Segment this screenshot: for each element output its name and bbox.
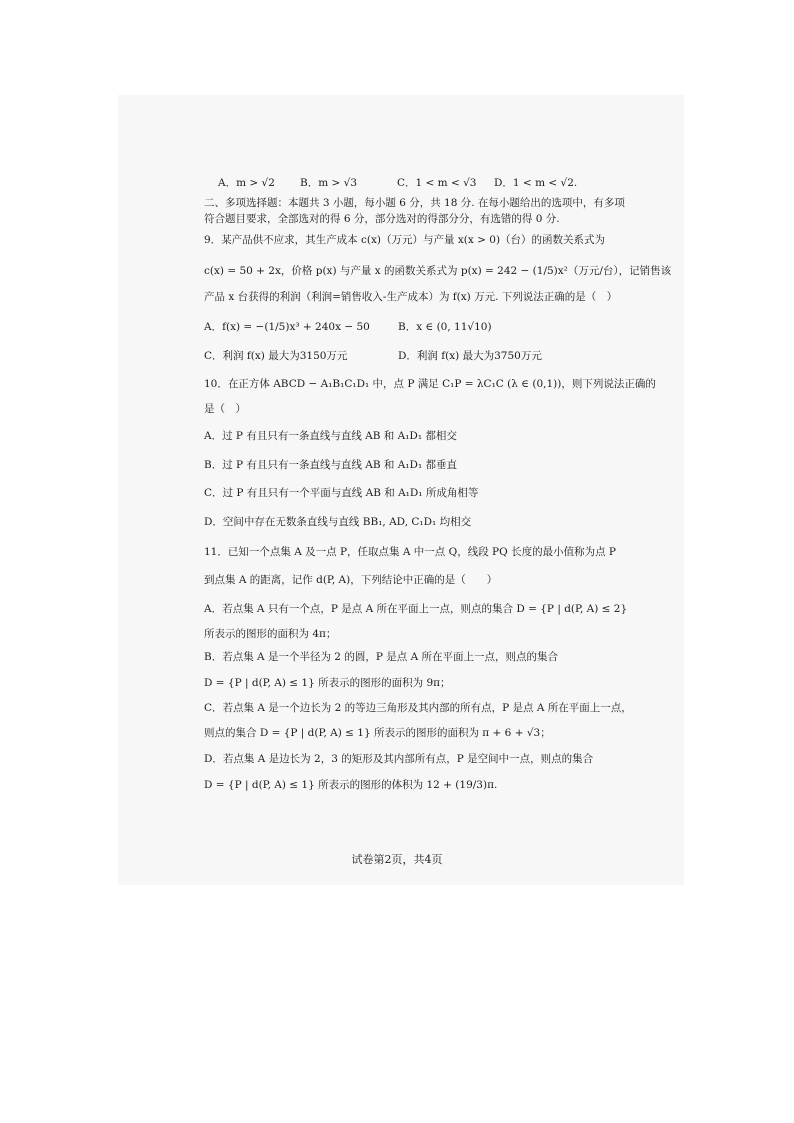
q9-stem-line3: 产品 x 台获得的利润（利润=销售收入-生产成本）为 f(x) 万元. 下列说法正确的是（ ） (204, 291, 618, 303)
q11-option-a-line2: 所表示的图形的面积为 4π； (204, 628, 337, 640)
q10-option-d: D．空间中存在无数条直线与直线 BB₁, AD, C₁D₁ 均相交 (204, 516, 472, 528)
q9-option-c: C．利润 f(x) 最大为3150万元 (204, 350, 348, 362)
q8-option-b: B．m > √3 (300, 177, 358, 189)
section2-instructions-line2: 符合题目要求，全部选对的得 6 分，部分选对的得部分分，有选错的得 0 分. (204, 213, 560, 225)
q11-stem-line1: 11．已知一个点集 A 及一点 P，任取点集 A 中一点 Q，线段 PQ 长度的最小值称为点 P (204, 546, 616, 558)
q11-option-c-line1: C．若点集 A 是一个边长为 2 的等边三角形及其内部的所有点，P 是点 A 所在平面上一点， (204, 702, 632, 714)
q10-stem-line1: 10．在正方体 ABCD − A₁B₁C₁D₁ 中，点 P 满足 C₁P = λC₁C (λ ∈ (0,1))，则下列说法正确的 (204, 378, 656, 390)
q11-option-b-line1: B．若点集 A 是一个半径为 2 的圆，P 是点 A 所在平面上一点，则点的集合 (204, 651, 558, 663)
q8-option-d: D．1 < m < √2. (494, 177, 578, 189)
q9-option-a: A．f(x) = −(1/5)x³ + 240x − 50 (204, 321, 370, 333)
q8-option-a: A．m > √2 (218, 177, 275, 189)
q11-option-d-line1: D．若点集 A 是边长为 2，3 的矩形及其内部所有点，P 是空间中一点，则点的集合 (204, 753, 594, 765)
q9-stem-line2: c(x) = 50 + 2x，价格 p(x) 与产量 x 的函数关系式为 p(x) = 242 − (1/5)x²（万元/台），记销售该 (204, 265, 672, 277)
q9-stem-line1: 9．某产品供不应求，其生产成本 c(x)（万元）与产量 x(x > 0)（台）的函数关系式为 (204, 234, 606, 246)
q8-option-c: C．1 < m < √3 (397, 177, 477, 189)
q9-option-b: B．x ∈ (0, 11√10) (398, 321, 492, 333)
page-footer: 试卷第2页，共4页 (351, 853, 443, 866)
q11-option-b-line2: D = {P | d(P, A) ≤ 1} 所表示的图形的面积为 9π； (204, 677, 451, 689)
q10-option-b: B．过 P 有且只有一条直线与直线 AB 和 A₁D₁ 都垂直 (204, 459, 458, 471)
section2-instructions-line1: 二、多项选择题：本题共 3 小题，每小题 6 分，共 18 分. 在每小题给出的选项中，有多项 (204, 197, 625, 209)
q9-option-d: D．利润 f(x) 最大为3750万元 (398, 350, 542, 362)
q10-stem-line2: 是（ ） (204, 403, 246, 415)
q11-option-d-line2: D = {P | d(P, A) ≤ 1} 所表示的图形的体积为 12 + (19/3)π. (204, 779, 498, 791)
q10-option-c: C．过 P 有且只有一个平面与直线 AB 和 A₁D₁ 所成角相等 (204, 487, 479, 499)
q11-stem-line2: 到点集 A 的距离，记作 d(P, A)，下列结论中正确的是（ ） (204, 574, 498, 586)
q11-option-a-line1: A．若点集 A 只有一个点，P 是点 A 所在平面上一点，则点的集合 D = {P | d(P, A) ≤ 2} (204, 603, 628, 615)
q10-option-a: A．过 P 有且只有一条直线与直线 AB 和 A₁D₁ 都相交 (204, 430, 457, 442)
q11-option-c-line2: 则点的集合 D = {P | d(P, A) ≤ 1} 所表示的图形的面积为 π + 6 + √3； (204, 727, 551, 739)
